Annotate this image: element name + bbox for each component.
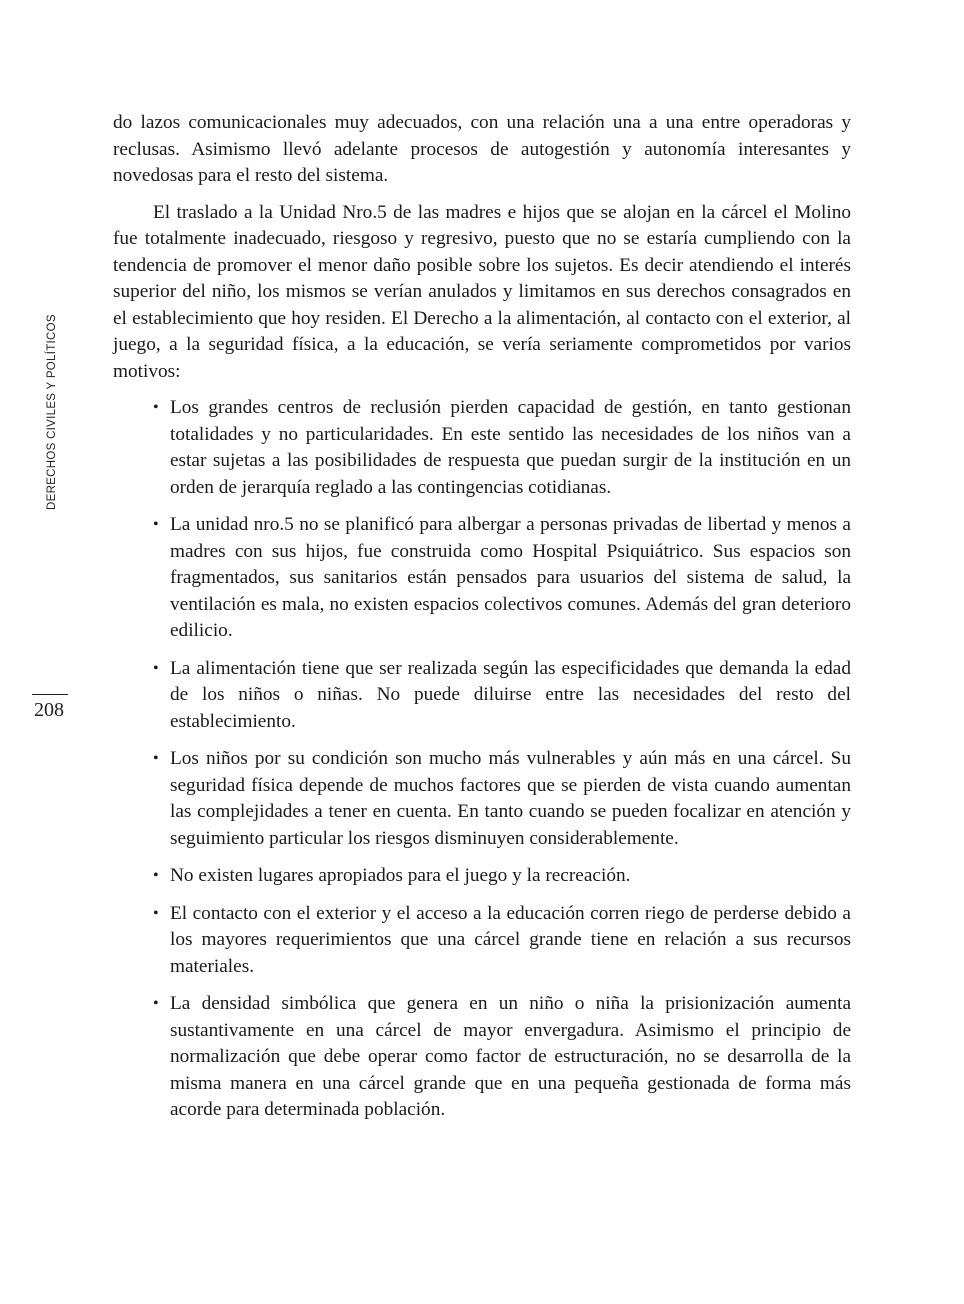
list-item — [113, 656, 851, 736]
bullet-icon: • — [153, 995, 159, 1012]
motives-list — [113, 395, 851, 1124]
paragraph-continuation: do lazos comunicacionales muy adecuados, con una relación una a una entre operadoras y reclusas. Asimismo llevó adelante procesos de autogestión y autonomía interesantes y novedosas para el resto del sistema. — [113, 112, 851, 186]
list-item — [113, 746, 851, 852]
running-title: DERECHOS CIVILES Y POLÍTICOS — [46, 314, 58, 510]
bullet-icon: • — [153, 867, 159, 884]
list-item-text: La unidad nro.5 no se planificó para albergar a personas privadas de libertad y menos a madres con sus hijos, fue construida como Hospital Psiquiátrico. Sus espacios son fragmentados, sus sanitarios están pensados para usuarios del sistema de salud, la ventilación es mala, no existen espacios colectivos comunes. Además del gran deterioro edilicio. — [170, 514, 851, 641]
page-number: 208 — [34, 699, 64, 721]
bullet-icon: • — [153, 659, 159, 677]
bullet-icon: • — [153, 399, 159, 416]
list-item-text: La densidad simbólica que genera en un niño o niña la prisionización aumenta sustantivamente en una cárcel de mayor envergadura. Asimismo el principio de normalización que debe operar como factor de estructuración, no se desarrolla de la misma manera en una cárcel grande que en una pequeña gestionada de forma más acorde para determinada población. — [170, 993, 851, 1120]
list-item-text: Los grandes centros de reclusión pierden capacidad de gestión, en tanto gestionan totalidades y no particularidades. En este sentido las necesidades de los niños van a estar sujetas a las posibilidades de respuesta que puedan surgir de la institución en un orden de jerarquía reglado a las contingencias cotidianas. — [170, 397, 851, 498]
page-number-rule — [32, 694, 68, 695]
list-item — [113, 991, 851, 1124]
list-item — [113, 395, 851, 501]
body-text — [113, 110, 851, 1135]
bullet-icon: • — [153, 750, 159, 767]
bullet-icon: • — [153, 516, 159, 533]
list-item — [113, 901, 851, 981]
list-item-text: El contacto con el exterior y el acceso a la educación corren riego de perderse debido a los mayores requerimientos que una cárcel grande tiene en relación a sus recursos materiales. — [170, 902, 851, 977]
list-item-text: No existen lugares apropiados para el juego y la recreación. — [170, 865, 631, 886]
list-item — [113, 863, 851, 890]
list-item — [113, 512, 851, 645]
list-item-text: Los niños por su condición son mucho más vulnerables y aún más en una cárcel. Su seguridad física depende de muchos factores que se pierden de vista cuando aumentan las complejidades a tener en cuenta. En tanto cuando se pueden focalizar en atención y seguimiento particular los riesgos disminuyen considerablemente. — [170, 748, 851, 849]
bullet-icon: • — [153, 904, 159, 922]
paragraph-traslado: El traslado a la Unidad Nro.5 de las madres e hijos que se alojan en la cárcel el Molino fue totalmente inadecuado, riesgoso y regresivo, puesto que no se estaría cumpliendo con la tendencia de promover el menor daño posible sobre los sujetos. Es decir atendiendo el interés superior del niño, los mismos se verían anulados y limitamos en sus derechos consagrados en el establecimiento que hoy residen. El Derecho a la alimentación, al contacto con el exterior, al juego, a la seguridad física, a la educación, se vería seriamente comprometidos por varios motivos: — [113, 201, 851, 382]
list-item-text: La alimentación tiene que ser realizada según las especificidades que demanda la edad de los niños o niñas. No puede diluirse entre las necesidades del resto del establecimiento. — [170, 657, 851, 732]
